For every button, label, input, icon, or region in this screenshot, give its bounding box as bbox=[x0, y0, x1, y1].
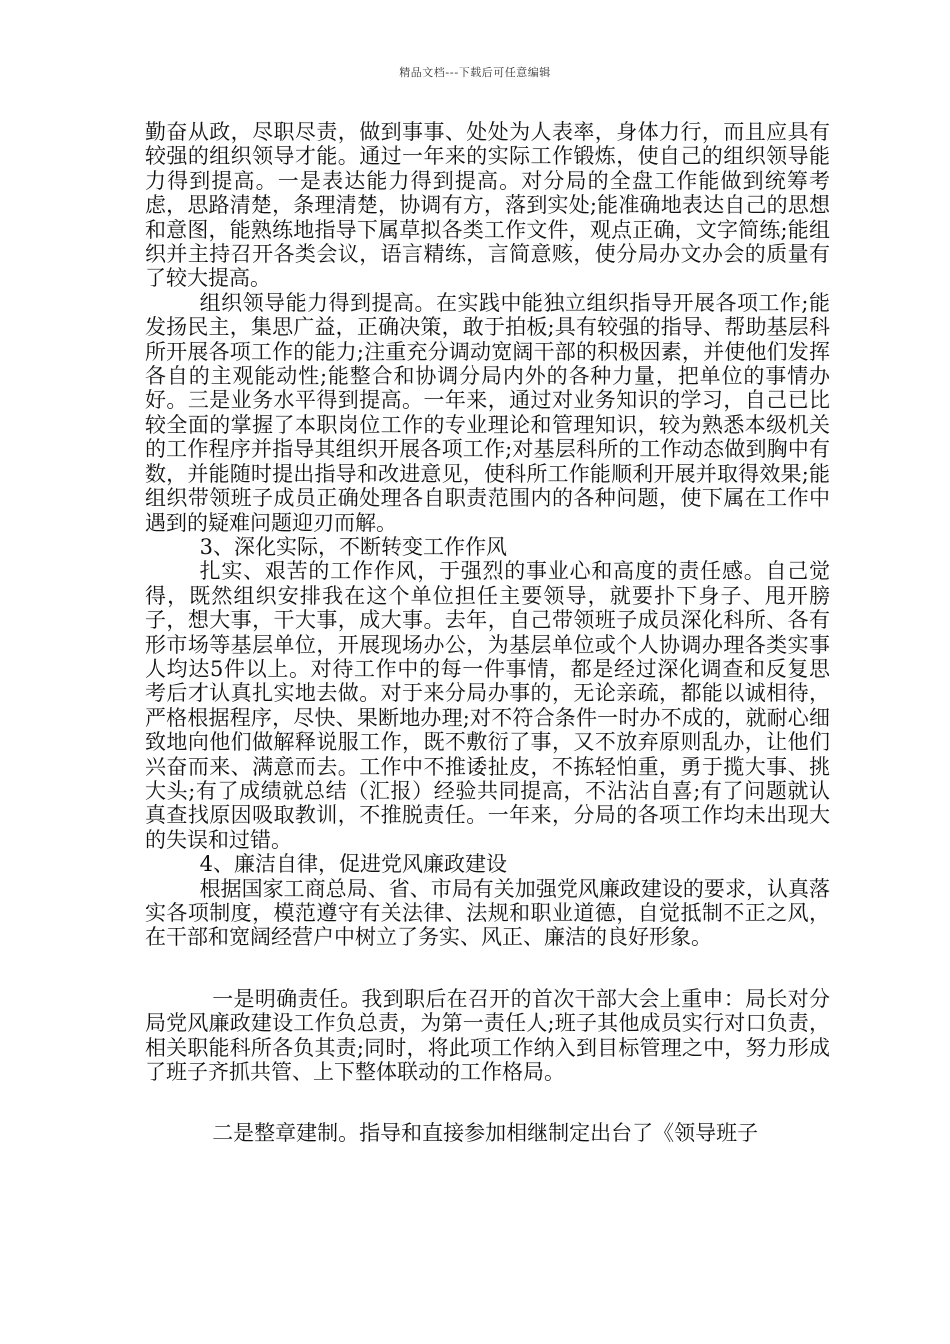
paragraph-3: 扎实、艰苦的工作作风，于强烈的事业心和高度的责任感。自己觉得，既然组织安排我在这个单位担任主要领导，就要扑下身子、甩开膀子，想大事，干大事，成大事。去年，自己带领班子成员深化科所、各有形市场等基层单位，开展现场办公，为基层单位或个人协调办理各类实事人均达5件以上。对待工作中的每一件事情，都是经过深化调查和反复思考后才认真扎实地去做。对于来分局办事的，无论亲疏，都能以诚相待，严格根据程序，尽快、果断地办理;对不符合条件一时办不成的，就耐心细致地向他们做解释说服工作，既不敷衍了事，又不放弃原则乱办，让他们兴奋而来、满意而去。工作中不推诿扯皮，不拣轻怕重，勇于揽大事、挑大头;有了成绩就总结（汇报）经验共同提高，不沾沾自喜;有了问题就认真查找原因吸取教训，不推脱责任。一年来，分局的各项工作均未出现大的失误和过错。 bbox=[145, 559, 830, 852]
blank-line bbox=[145, 950, 830, 987]
blank-line bbox=[145, 1084, 830, 1121]
section-heading-4: 4、廉洁自律，促进党风廉政建设 bbox=[199, 852, 507, 877]
paragraph-1: 勤奋从政，尽职尽责，做到事事、处处为人表率，身体力行，而且应具有较强的组织领导才能。通过一年来的实际工作锻炼，使自己的组织领导能力得到提高。一是表达能力得到提高。对分局的全盘工作能做到统筹考虑，思路清楚，条理清楚，协调有方，落到实处;能准确地表达自己的思想和意图，能熟练地指导下属草拟各类工作文件，观点正确，文字简练;能组织并主持召开各类会议，语言精练，言简意赅，使分局办文办会的质量有了较大提高。 bbox=[145, 120, 830, 291]
page-header: 精品文档---下载后可任意编辑 bbox=[399, 66, 551, 79]
section-heading-3: 3、深化实际，不断转变工作作风 bbox=[199, 534, 507, 559]
document-body bbox=[145, 120, 830, 1146]
paragraph-5: 一是明确责任。我到职后在召开的首次干部大会上重申：局长对分局党风廉政建设工作负总责，为第一责任人;班子其他成员实行对口负责，相关职能科所各负其责;同时，将此项工作纳入到目标管理之中，努力形成了班子齐抓共管、上下整体联动的工作格局。 bbox=[145, 986, 830, 1085]
paragraph-4: 根据国家工商总局、省、市局有关加强党风廉政建设的要求，认真落实各项制度，模范遵守有关法律、法规和职业道德，自觉抵制不正之风，在干部和宽阔经营户中树立了务实、风正、廉洁的良好形象。 bbox=[145, 876, 830, 950]
paragraph-2: 组织领导能力得到提高。在实践中能独立组织指导开展各项工作;能发扬民主，集思广益，正确决策，敢于拍板;具有较强的指导、帮助基层科所开展各项工作的能力;注重充分调动宽阔干部的积极因素，并使他们发挥各自的主观能动性;能整合和协调分局内外的各种力量，把单位的事情办好。三是业务水平得到提高。一年来，通过对业务知识的学习，自己已比较全面的掌握了本职岗位工作的专业理论和管理知识，较为熟悉本级机关的工作程序并指导其组织开展各项工作;对基层科所的工作动态做到胸中有数，并能随时提出指导和改进意见，使科所工作能顺利开展并取得效果;能组织带领班子成员正确处理各自职责范围内的各种问题，使下属在工作中遇到的疑难问题迎刃而解。 bbox=[145, 290, 830, 535]
paragraph-6: 二是整章建制。指导和直接参加相继制定出台了《领导班子 bbox=[212, 1121, 759, 1146]
